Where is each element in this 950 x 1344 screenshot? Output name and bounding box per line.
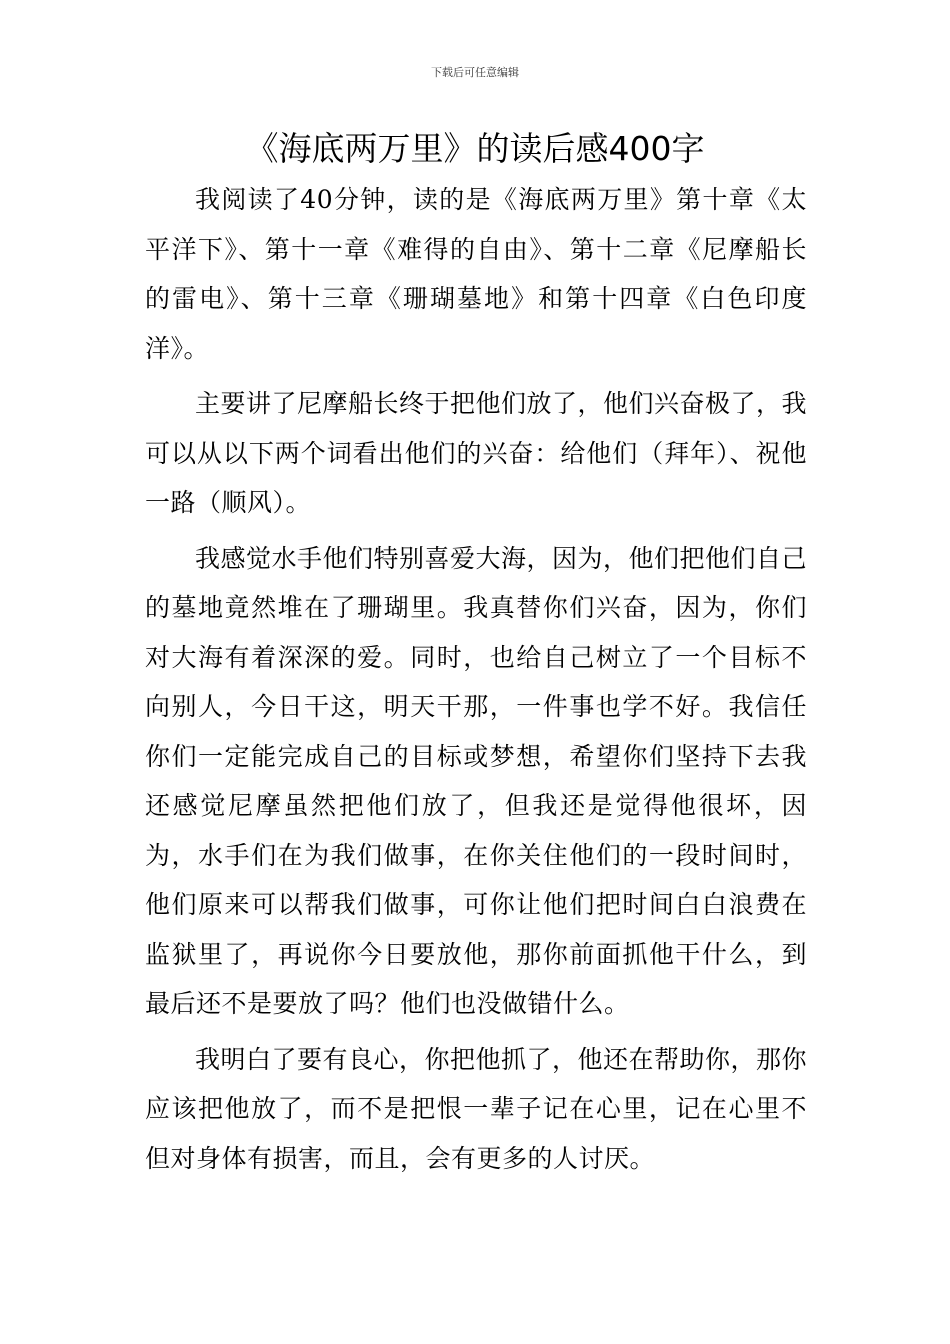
paragraph-1: 我阅读了40分钟，读的是《海底两万里》第十章《太平洋下》、第十一章《难得的自由》、第十二章《尼摩船长的雷电》、第十三章《珊瑚墓地》和第十四章《白色印度洋》。 [145,185,807,363]
paragraph-4: 我明白了要有良心，你把他抓了，他还在帮助你，那你应该把他放了，而不是把恨一辈子记在心里，记在心里不但对身体有损害，而且，会有更多的人讨厌。 [145,1044,808,1173]
paragraph-2: 主要讲了尼摩船长终于把他们放了，他们兴奋极了，我可以从以下两个词看出他们的兴奋：给他们（拜年）、祝他一路（顺风）。 [145,389,808,517]
document-body [145,175,807,1183]
document-title: 《海底两万里》的读后感400字 [245,129,705,168]
header-note: 下载后可任意编辑 [431,66,519,79]
paragraph-3: 我感觉水手他们特别喜爱大海，因为，他们把他们自己的墓地竟然堆在了珊瑚里。我真替你们兴奋，因为，你们对大海有着深深的爱。同时，也给自己树立了一个目标不向别人，今日干这，明天干那，一件事也学不好。我信任你们一定能完成自己的目标或梦想，希望你们坚持下去我还感觉尼摩虽然把他们放了，但我还是觉得他很坏，因为，水手们在为我们做事，在你关住他们的一段时间时，他们原来可以帮我们做事，可你让他们把时间白白浪费在监狱里了，再说你今日要放他，那你前面抓他干什么，到最后还不是要放了吗？他们也没做错什么。 [145,543,808,1018]
